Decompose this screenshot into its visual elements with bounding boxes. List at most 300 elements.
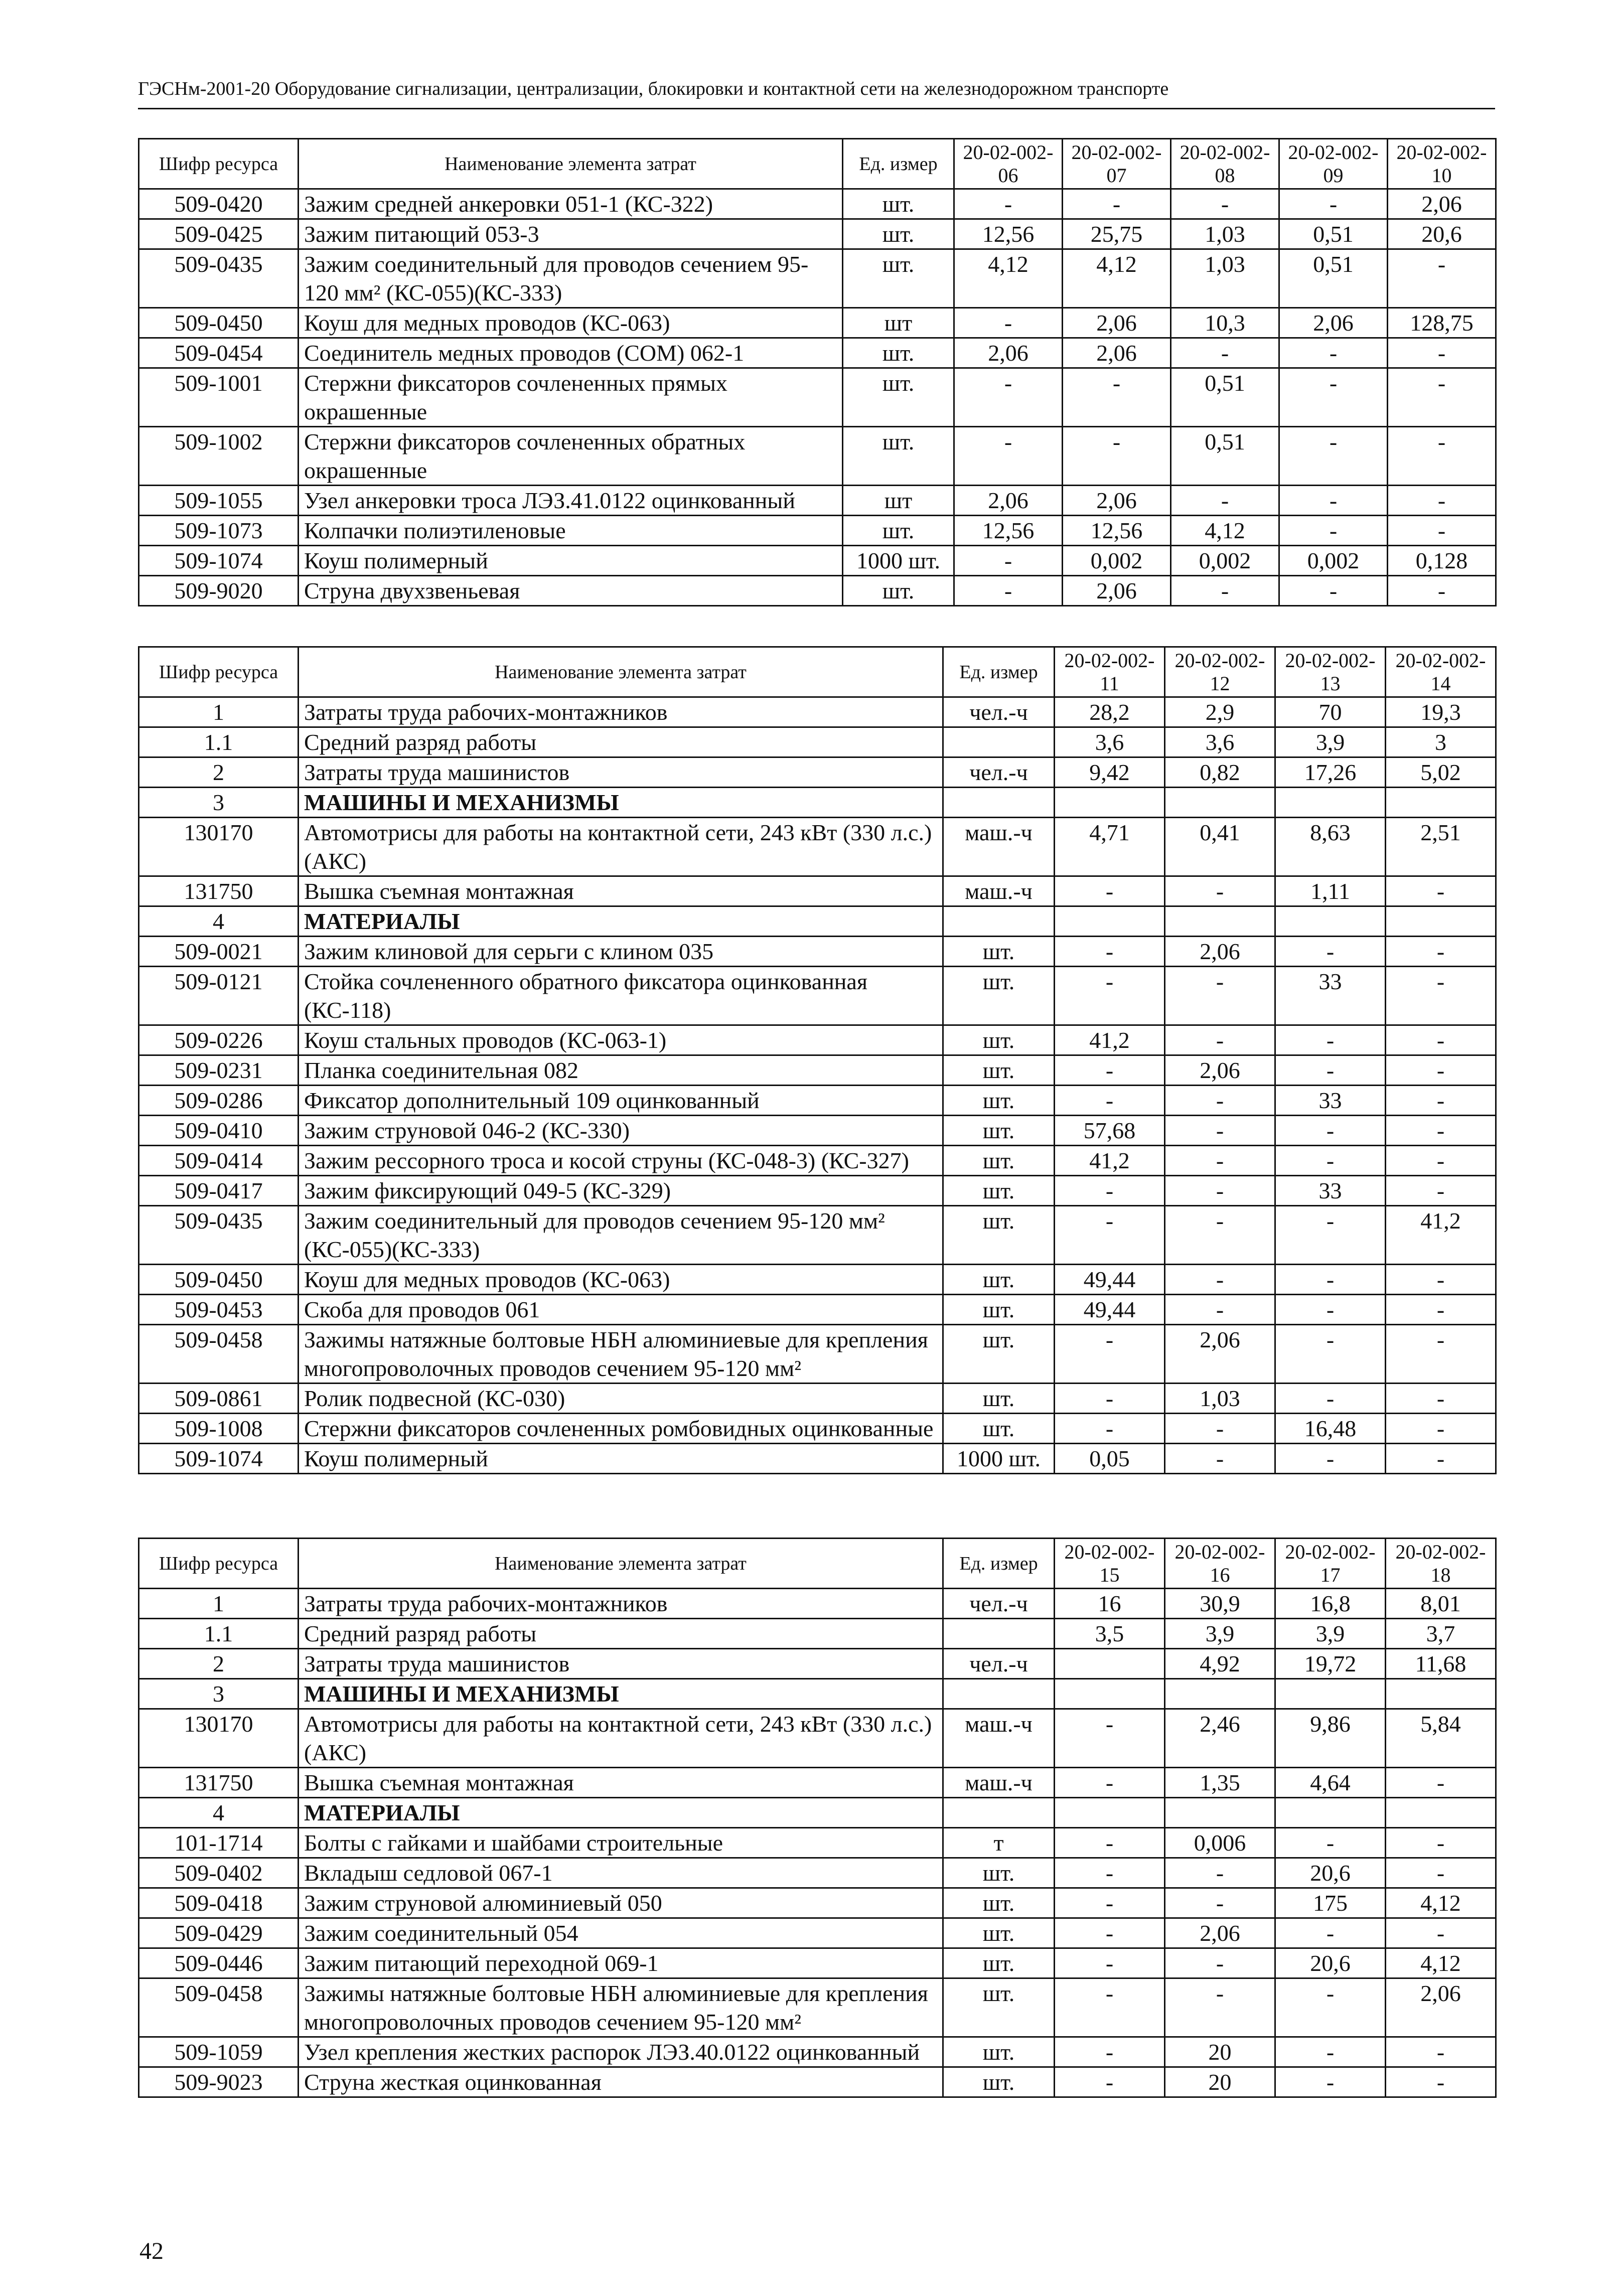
table-row <box>139 1589 1496 1619</box>
resource-name: Узел крепления жестких распорок ЛЭЗ.40.0122 оцинкованный <box>299 2037 943 2067</box>
value-cell: 16,48 <box>1275 1414 1386 1444</box>
page-number: 42 <box>139 2238 164 2264</box>
value-cell: 4,12 <box>1063 249 1171 308</box>
value-cell: - <box>1386 1295 1496 1325</box>
resource-code: 509-0410 <box>139 1116 299 1146</box>
header-name: Наименование элемента затрат <box>299 647 943 697</box>
resource-unit: шт. <box>943 1384 1055 1414</box>
resource-code: 3 <box>139 788 299 818</box>
resource-unit: шт. <box>943 2037 1055 2067</box>
table-header-row <box>139 1539 1496 1589</box>
value-cell: 1,03 <box>1165 1384 1275 1414</box>
value-cell: 0,002 <box>1063 546 1171 576</box>
value-cell: 2,06 <box>1063 576 1171 606</box>
header-col: 20-02-002-14 <box>1386 647 1496 697</box>
value-cell: 128,75 <box>1388 308 1496 338</box>
value-cell: 8,63 <box>1275 818 1386 876</box>
value-cell: 0,41 <box>1165 818 1275 876</box>
section-row <box>139 1679 1496 1709</box>
table-row <box>139 1146 1496 1176</box>
value-cell: 9,42 <box>1055 757 1165 788</box>
resource-unit <box>943 906 1055 937</box>
resource-code: 509-0021 <box>139 937 299 967</box>
value-cell: - <box>954 546 1063 576</box>
value-cell: 16,8 <box>1275 1589 1386 1619</box>
value-cell: 2,06 <box>1165 937 1275 967</box>
resource-name: Зажим соединительный для проводов сечением 95-120 мм² (КС-055)(КС-333) <box>299 1206 943 1265</box>
value-cell: 2,06 <box>1063 486 1171 516</box>
value-cell: 57,68 <box>1055 1116 1165 1146</box>
value-cell: 175 <box>1275 1888 1386 1918</box>
value-cell: - <box>1165 1978 1275 2037</box>
value-cell: - <box>1055 876 1165 906</box>
resource-name: Стержни фиксаторов сочлененных обратных окрашенные <box>299 427 843 486</box>
resource-code: 1.1 <box>139 1619 299 1649</box>
value-cell: - <box>1275 1055 1386 1086</box>
table-row <box>139 1858 1496 1888</box>
value-cell: 12,56 <box>954 219 1063 249</box>
value-cell: 12,56 <box>954 516 1063 546</box>
value-cell: 49,44 <box>1055 1265 1165 1295</box>
table-row <box>139 937 1496 967</box>
header-col: 20-02-002-06 <box>954 139 1063 189</box>
value-cell: - <box>1055 1858 1165 1888</box>
resource-code: 1 <box>139 1589 299 1619</box>
value-cell: 2,51 <box>1386 818 1496 876</box>
value-cell: - <box>1055 1206 1165 1265</box>
value-cell: 4,12 <box>1386 1948 1496 1978</box>
value-cell: - <box>1275 1295 1386 1325</box>
resource-unit: шт. <box>943 2067 1055 2097</box>
table-row <box>139 1116 1496 1146</box>
table-row <box>139 1768 1496 1798</box>
resource-unit: шт. <box>943 1888 1055 1918</box>
value-cell: 4,12 <box>1386 1888 1496 1918</box>
value-cell: 0,002 <box>1279 546 1388 576</box>
document-header: ГЭСНм-2001-20 Оборудование сигнализации, централизации, блокировки и контактной сети на железнодорожном транспорте <box>138 78 1169 99</box>
table-header-row <box>139 139 1496 189</box>
value-cell: - <box>1055 2037 1165 2067</box>
table-row <box>139 818 1496 876</box>
resource-name: Зажим питающий 053-3 <box>299 219 843 249</box>
resource-name: Вышка съемная монтажная <box>299 1768 943 1798</box>
value-cell <box>1055 1679 1165 1709</box>
value-cell <box>1055 1798 1165 1828</box>
value-cell: 0,128 <box>1388 546 1496 576</box>
value-cell: - <box>954 189 1063 219</box>
resource-name: Вкладыш седловой 067-1 <box>299 1858 943 1888</box>
value-cell: 10,3 <box>1171 308 1279 338</box>
resource-name: Автомотрисы для работы на контактной сети, 243 кВт (330 л.с.) (АКС) <box>299 1709 943 1768</box>
value-cell <box>1055 1649 1165 1679</box>
resource-unit: чел.-ч <box>943 757 1055 788</box>
value-cell <box>1165 1798 1275 1828</box>
value-cell: - <box>1388 338 1496 368</box>
resource-code: 509-1001 <box>139 368 299 427</box>
value-cell: 33 <box>1275 967 1386 1025</box>
value-cell <box>1275 1679 1386 1709</box>
table-row <box>139 1444 1496 1474</box>
resource-unit: шт. <box>943 1055 1055 1086</box>
value-cell: - <box>1386 937 1496 967</box>
resource-code: 509-0454 <box>139 338 299 368</box>
resource-unit: шт. <box>843 427 954 486</box>
value-cell: 2,9 <box>1165 697 1275 727</box>
resource-code: 509-1002 <box>139 427 299 486</box>
resource-code: 131750 <box>139 876 299 906</box>
resource-name: Фиксатор дополнительный 109 оцинкованный <box>299 1086 943 1116</box>
value-cell: 2,06 <box>1165 1918 1275 1948</box>
value-cell: 2,06 <box>954 486 1063 516</box>
value-cell: 2,06 <box>1063 308 1171 338</box>
value-cell: - <box>1165 1146 1275 1176</box>
table-row <box>139 338 1496 368</box>
value-cell <box>1275 788 1386 818</box>
value-cell: - <box>1388 368 1496 427</box>
resource-name: Автомотрисы для работы на контактной сети, 243 кВт (330 л.с.) (АКС) <box>299 818 943 876</box>
resource-unit: шт. <box>943 1176 1055 1206</box>
resource-unit: чел.-ч <box>943 1649 1055 1679</box>
value-cell: - <box>1279 189 1388 219</box>
value-cell: - <box>1165 1295 1275 1325</box>
value-cell: 20,6 <box>1388 219 1496 249</box>
value-cell: 0,002 <box>1171 546 1279 576</box>
value-cell: 1,11 <box>1275 876 1386 906</box>
resource-code: 509-0458 <box>139 1978 299 2037</box>
value-cell: - <box>1386 1414 1496 1444</box>
value-cell: - <box>1386 876 1496 906</box>
value-cell: - <box>1386 2067 1496 2097</box>
resource-name: Струна двухзвеньевая <box>299 576 843 606</box>
resource-code: 509-0425 <box>139 219 299 249</box>
resource-name: Стержни фиксаторов сочлененных ромбовидных оцинкованные <box>299 1414 943 1444</box>
resource-code: 509-1008 <box>139 1414 299 1444</box>
value-cell: - <box>1388 427 1496 486</box>
resource-unit: чел.-ч <box>943 1589 1055 1619</box>
value-cell: 2,06 <box>1388 189 1496 219</box>
resource-unit <box>943 1619 1055 1649</box>
header-col: 20-02-002-17 <box>1275 1539 1386 1589</box>
resource-unit: шт. <box>943 1086 1055 1116</box>
table-row <box>139 1325 1496 1384</box>
resource-unit: маш.-ч <box>943 1709 1055 1768</box>
value-cell: 0,05 <box>1055 1444 1165 1474</box>
value-cell: 70 <box>1275 697 1386 727</box>
resource-unit: чел.-ч <box>943 697 1055 727</box>
table-row <box>139 1649 1496 1679</box>
resource-code: 1 <box>139 697 299 727</box>
value-cell: - <box>1165 1265 1275 1295</box>
resource-unit <box>943 788 1055 818</box>
value-cell: 12,56 <box>1063 516 1171 546</box>
value-cell: - <box>1165 967 1275 1025</box>
value-cell: - <box>1055 1828 1165 1858</box>
resource-name: Вышка съемная монтажная <box>299 876 943 906</box>
value-cell: 1,35 <box>1165 1768 1275 1798</box>
table-row <box>139 967 1496 1025</box>
value-cell: 0,51 <box>1279 219 1388 249</box>
value-cell: - <box>1279 576 1388 606</box>
value-cell: - <box>1165 1948 1275 1978</box>
resource-code: 509-0435 <box>139 249 299 308</box>
table-row <box>139 757 1496 788</box>
value-cell: - <box>1275 1918 1386 1948</box>
value-cell <box>1386 1798 1496 1828</box>
value-cell: 3,5 <box>1055 1619 1165 1649</box>
resource-name: Коуш стальных проводов (КС-063-1) <box>299 1025 943 1055</box>
value-cell: 0,006 <box>1165 1828 1275 1858</box>
table-row <box>139 1176 1496 1206</box>
value-cell: 1,03 <box>1171 249 1279 308</box>
resource-name: Затраты труда машинистов <box>299 757 943 788</box>
table-row <box>139 1918 1496 1948</box>
table-row <box>139 219 1496 249</box>
resource-code: 509-0414 <box>139 1146 299 1176</box>
resource-unit: шт. <box>943 1858 1055 1888</box>
resource-unit <box>943 727 1055 757</box>
resource-code: 131750 <box>139 1768 299 1798</box>
value-cell: - <box>1275 1828 1386 1858</box>
resource-unit: маш.-ч <box>943 818 1055 876</box>
value-cell: - <box>1165 1116 1275 1146</box>
table-row <box>139 2067 1496 2097</box>
value-cell: - <box>1275 1325 1386 1384</box>
table-row <box>139 308 1496 338</box>
resource-code: 4 <box>139 1798 299 1828</box>
resource-code: 509-1073 <box>139 516 299 546</box>
value-cell: 3,6 <box>1165 727 1275 757</box>
value-cell: - <box>1055 1176 1165 1206</box>
resource-name: Планка соединительная 082 <box>299 1055 943 1086</box>
resource-unit: шт. <box>843 576 954 606</box>
resource-unit: шт <box>843 308 954 338</box>
resource-name: Скоба для проводов 061 <box>299 1295 943 1325</box>
value-cell: 2,06 <box>1386 1978 1496 2037</box>
value-cell <box>1165 788 1275 818</box>
resource-unit: шт. <box>843 516 954 546</box>
resource-unit: шт. <box>843 189 954 219</box>
value-cell: - <box>1055 1384 1165 1414</box>
value-cell: 2,46 <box>1165 1709 1275 1768</box>
value-cell: - <box>1055 1768 1165 1798</box>
resource-code: 3 <box>139 1679 299 1709</box>
value-cell: - <box>1386 1265 1496 1295</box>
resource-name: Затраты труда рабочих-монтажников <box>299 1589 943 1619</box>
resource-unit: маш.-ч <box>943 876 1055 906</box>
table-row <box>139 1055 1496 1086</box>
resource-unit: шт. <box>843 249 954 308</box>
value-cell: 3,6 <box>1055 727 1165 757</box>
section-title: МАШИНЫ И МЕХАНИЗМЫ <box>299 788 943 818</box>
value-cell <box>1165 1679 1275 1709</box>
value-cell: 4,12 <box>954 249 1063 308</box>
value-cell: 5,02 <box>1386 757 1496 788</box>
value-cell: - <box>1386 1146 1496 1176</box>
value-cell: 2,06 <box>954 338 1063 368</box>
resource-unit: шт. <box>943 1116 1055 1146</box>
table-row <box>139 2037 1496 2067</box>
resource-name: Струна жесткая оцинкованная <box>299 2067 943 2097</box>
resource-code: 509-0286 <box>139 1086 299 1116</box>
resource-code: 2 <box>139 1649 299 1679</box>
table-row <box>139 486 1496 516</box>
value-cell: 41,2 <box>1386 1206 1496 1265</box>
table-row <box>139 546 1496 576</box>
value-cell: - <box>1055 1918 1165 1948</box>
resource-name: Узел анкеровки троса ЛЭЗ.41.0122 оцинкованный <box>299 486 843 516</box>
value-cell: 4,71 <box>1055 818 1165 876</box>
value-cell: - <box>1386 1025 1496 1055</box>
value-cell: - <box>1165 1206 1275 1265</box>
value-cell <box>1055 788 1165 818</box>
value-cell: - <box>1171 576 1279 606</box>
resource-name: Зажим соединительный 054 <box>299 1918 943 1948</box>
resource-code: 509-0226 <box>139 1025 299 1055</box>
resource-unit: шт. <box>943 1206 1055 1265</box>
value-cell: 30,9 <box>1165 1589 1275 1619</box>
resource-code: 509-0429 <box>139 1918 299 1948</box>
resource-code: 509-1074 <box>139 546 299 576</box>
table-row <box>139 249 1496 308</box>
resource-unit: шт. <box>943 1265 1055 1295</box>
resource-unit: шт. <box>943 1025 1055 1055</box>
value-cell: - <box>1055 937 1165 967</box>
resource-unit: шт. <box>843 219 954 249</box>
value-cell: 9,86 <box>1275 1709 1386 1768</box>
value-cell: 20 <box>1165 2067 1275 2097</box>
resource-unit: шт. <box>943 967 1055 1025</box>
resource-code: 509-1059 <box>139 2037 299 2067</box>
value-cell: 19,3 <box>1386 697 1496 727</box>
value-cell: 8,01 <box>1386 1589 1496 1619</box>
resource-code: 509-0446 <box>139 1948 299 1978</box>
value-cell: - <box>1165 876 1275 906</box>
header-unit: Ед. измер <box>943 647 1055 697</box>
header-col: 20-02-002-18 <box>1386 1539 1496 1589</box>
value-cell: - <box>1055 1978 1165 2037</box>
value-cell: - <box>1386 1918 1496 1948</box>
header-col: 20-02-002-13 <box>1275 647 1386 697</box>
value-cell: 20,6 <box>1275 1858 1386 1888</box>
value-cell: - <box>1275 1384 1386 1414</box>
resource-unit: шт. <box>943 937 1055 967</box>
value-cell: - <box>1055 1888 1165 1918</box>
value-cell: 41,2 <box>1055 1146 1165 1176</box>
value-cell: - <box>1275 1025 1386 1055</box>
value-cell: - <box>1388 576 1496 606</box>
resource-code: 509-9020 <box>139 576 299 606</box>
resource-name: Зажимы натяжные болтовые НБН алюминиевые для крепления многопроволочных проводов сечением 95-120 мм² <box>299 1978 943 2037</box>
value-cell: 28,2 <box>1055 697 1165 727</box>
value-cell: - <box>954 368 1063 427</box>
value-cell: - <box>1171 189 1279 219</box>
resource-code: 509-0418 <box>139 1888 299 1918</box>
table-row <box>139 1384 1496 1414</box>
resource-code: 509-0121 <box>139 967 299 1025</box>
resource-code: 2 <box>139 757 299 788</box>
value-cell: - <box>1275 1206 1386 1265</box>
header-col: 20-02-002-16 <box>1165 1539 1275 1589</box>
value-cell <box>1386 1679 1496 1709</box>
value-cell: 0,51 <box>1171 427 1279 486</box>
value-cell: 3,9 <box>1165 1619 1275 1649</box>
resource-code: 509-0402 <box>139 1858 299 1888</box>
resource-unit: шт. <box>943 1414 1055 1444</box>
value-cell <box>1165 906 1275 937</box>
resource-name: Зажим струновой алюминиевый 050 <box>299 1888 943 1918</box>
header-unit: Ед. измер <box>943 1539 1055 1589</box>
resource-code: 509-0435 <box>139 1206 299 1265</box>
value-cell: - <box>1386 1055 1496 1086</box>
value-cell: - <box>1386 1444 1496 1474</box>
value-cell: 33 <box>1275 1086 1386 1116</box>
resource-table-1 <box>138 138 1497 606</box>
table-row <box>139 697 1496 727</box>
resource-unit: т <box>943 1828 1055 1858</box>
resource-unit: шт <box>843 486 954 516</box>
table-header-row <box>139 647 1496 697</box>
value-cell: 17,26 <box>1275 757 1386 788</box>
header-col: 20-02-002-11 <box>1055 647 1165 697</box>
resource-name: Болты с гайками и шайбами строительные <box>299 1828 943 1858</box>
resource-code: 101-1714 <box>139 1828 299 1858</box>
resource-name: Зажим питающий переходной 069-1 <box>299 1948 943 1978</box>
value-cell: - <box>1055 1414 1165 1444</box>
resource-unit: шт. <box>843 338 954 368</box>
resource-unit <box>943 1798 1055 1828</box>
value-cell: 3 <box>1386 727 1496 757</box>
resource-name: Соединитель медных проводов (СОМ) 062-1 <box>299 338 843 368</box>
resource-code: 509-0861 <box>139 1384 299 1414</box>
header-col: 20-02-002-12 <box>1165 647 1275 697</box>
resource-name: Затраты труда рабочих-монтажников <box>299 697 943 727</box>
value-cell: - <box>1386 967 1496 1025</box>
value-cell: - <box>1165 1414 1275 1444</box>
table-row <box>139 1888 1496 1918</box>
resource-table-2 <box>138 646 1497 1474</box>
value-cell: 4,92 <box>1165 1649 1275 1679</box>
resource-unit: шт. <box>943 1948 1055 1978</box>
section-title: МАШИНЫ И МЕХАНИЗМЫ <box>299 1679 943 1709</box>
value-cell: 19,72 <box>1275 1649 1386 1679</box>
value-cell: 2,06 <box>1063 338 1171 368</box>
resource-code: 509-1055 <box>139 486 299 516</box>
value-cell: 20,6 <box>1275 1948 1386 1978</box>
table-row <box>139 1025 1496 1055</box>
resource-name: Средний разряд работы <box>299 1619 943 1649</box>
value-cell: - <box>1275 1978 1386 2037</box>
table-row <box>139 1414 1496 1444</box>
value-cell: 2,06 <box>1279 308 1388 338</box>
value-cell: - <box>1386 1176 1496 1206</box>
resource-code: 509-0453 <box>139 1295 299 1325</box>
value-cell: - <box>1055 1709 1165 1768</box>
resource-unit: шт. <box>843 368 954 427</box>
resource-code: 509-9023 <box>139 2067 299 2097</box>
value-cell: - <box>1055 2067 1165 2097</box>
table-row <box>139 1295 1496 1325</box>
table-row <box>139 727 1496 757</box>
resource-unit: шт. <box>943 1918 1055 1948</box>
value-cell: - <box>954 576 1063 606</box>
value-cell: - <box>1279 486 1388 516</box>
value-cell: - <box>1275 1116 1386 1146</box>
resource-name: Коуш полимерный <box>299 1444 943 1474</box>
resource-unit: шт. <box>943 1295 1055 1325</box>
value-cell: - <box>1165 1858 1275 1888</box>
value-cell: - <box>1275 1444 1386 1474</box>
value-cell: - <box>1171 338 1279 368</box>
